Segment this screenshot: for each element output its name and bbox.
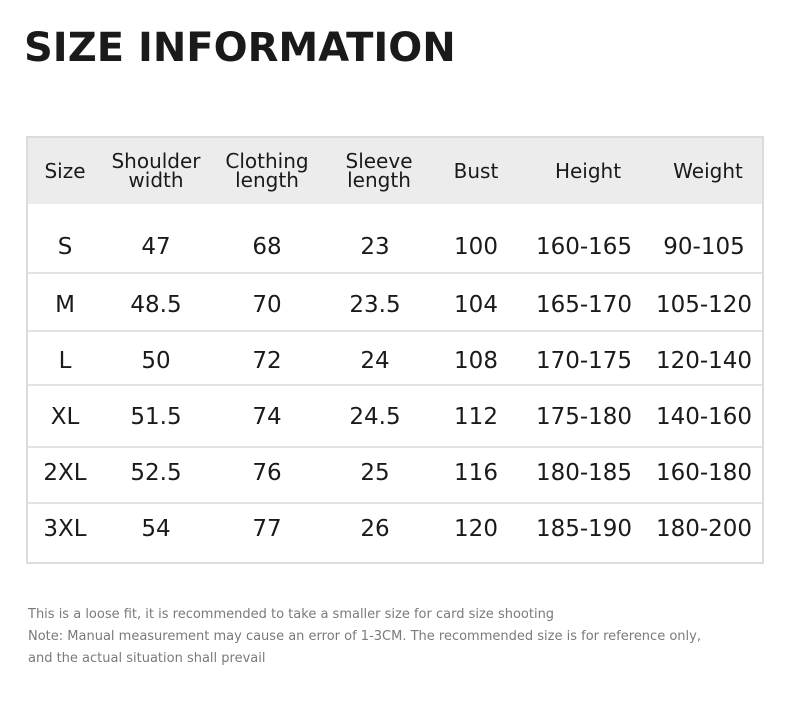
row-divider — [28, 330, 762, 332]
header-shoulder-width-line2: width — [128, 168, 184, 192]
table-header — [28, 138, 762, 204]
header-weight-label: Weight — [673, 159, 743, 183]
cell-size: XL — [50, 404, 80, 430]
cell-size: S — [57, 234, 73, 260]
header-weight — [673, 159, 743, 183]
cell-bust: 100 — [454, 234, 498, 260]
cell-sleeve-length: 25 — [360, 460, 390, 486]
header-clothing-length — [225, 149, 309, 192]
cell-weight: 160-180 — [655, 460, 753, 486]
cell-sleeve-length: 24.5 — [349, 404, 401, 430]
header-shoulder-width-line1: Shoulder — [111, 149, 201, 173]
footnote-measurement-cont: and the actual situation shall prevail — [28, 651, 266, 666]
cell-sleeve-length: 24 — [360, 348, 390, 374]
cell-height: 170-175 — [535, 348, 633, 374]
cell-size: M — [55, 292, 75, 318]
size-table — [26, 136, 764, 564]
header-shoulder-width — [111, 149, 201, 192]
cell-shoulder-width: 50 — [141, 348, 171, 374]
header-bust — [453, 159, 499, 183]
cell-clothing-length: 76 — [252, 460, 282, 486]
footnote-measurement: Note: Manual measurement may cause an error of 1-3CM. The recommended size is for reference only, — [28, 629, 701, 644]
cell-bust: 108 — [454, 348, 498, 374]
row-divider — [28, 272, 762, 274]
header-clothing-length-line2: length — [235, 168, 299, 192]
cell-height: 175-180 — [535, 404, 633, 430]
cell-clothing-length: 77 — [252, 516, 282, 542]
header-height — [554, 159, 622, 183]
header-sleeve-length-line1: Sleeve — [345, 149, 413, 173]
cell-sleeve-length: 23.5 — [349, 292, 401, 318]
cell-bust: 116 — [454, 460, 498, 486]
cell-clothing-length: 74 — [252, 404, 282, 430]
row-divider — [28, 502, 762, 504]
cell-bust: 104 — [454, 292, 498, 318]
row-divider — [28, 384, 762, 386]
cell-sleeve-length: 23 — [360, 234, 390, 260]
cell-weight: 180-200 — [655, 516, 753, 542]
cell-size: 3XL — [43, 516, 87, 542]
footnotes — [28, 604, 701, 670]
header-size-label: Size — [44, 159, 86, 183]
row-divider — [28, 446, 762, 448]
cell-clothing-length: 72 — [252, 348, 282, 374]
cell-shoulder-width: 47 — [141, 234, 171, 260]
header-bust-label: Bust — [453, 159, 499, 183]
cell-size: 2XL — [43, 460, 87, 486]
cell-size: L — [58, 348, 72, 374]
header-size — [44, 159, 86, 183]
cell-clothing-length: 68 — [252, 234, 282, 260]
cell-weight: 105-120 — [655, 292, 753, 318]
cell-sleeve-length: 26 — [360, 516, 390, 542]
header-sleeve-length-line2: length — [347, 168, 411, 192]
cell-shoulder-width: 48.5 — [130, 292, 182, 318]
cell-shoulder-width: 54 — [141, 516, 171, 542]
cell-height: 185-190 — [535, 516, 633, 542]
cell-shoulder-width: 51.5 — [130, 404, 182, 430]
header-height-label: Height — [554, 159, 622, 183]
cell-bust: 120 — [454, 516, 498, 542]
cell-height: 160-165 — [535, 234, 633, 260]
cell-height: 165-170 — [535, 292, 633, 318]
cell-weight: 140-160 — [655, 404, 753, 430]
cell-shoulder-width: 52.5 — [130, 460, 182, 486]
cell-height: 180-185 — [535, 460, 633, 486]
footnote-fit: This is a loose fit, it is recommended to take a smaller size for card size shooting — [28, 607, 555, 622]
cell-weight: 90-105 — [663, 234, 745, 260]
cell-weight: 120-140 — [655, 348, 753, 374]
header-sleeve-length — [345, 149, 413, 192]
cell-clothing-length: 70 — [252, 292, 282, 318]
cell-bust: 112 — [454, 404, 498, 430]
page-title: SIZE INFORMATION — [24, 25, 456, 71]
header-clothing-length-line1: Clothing — [225, 149, 309, 173]
